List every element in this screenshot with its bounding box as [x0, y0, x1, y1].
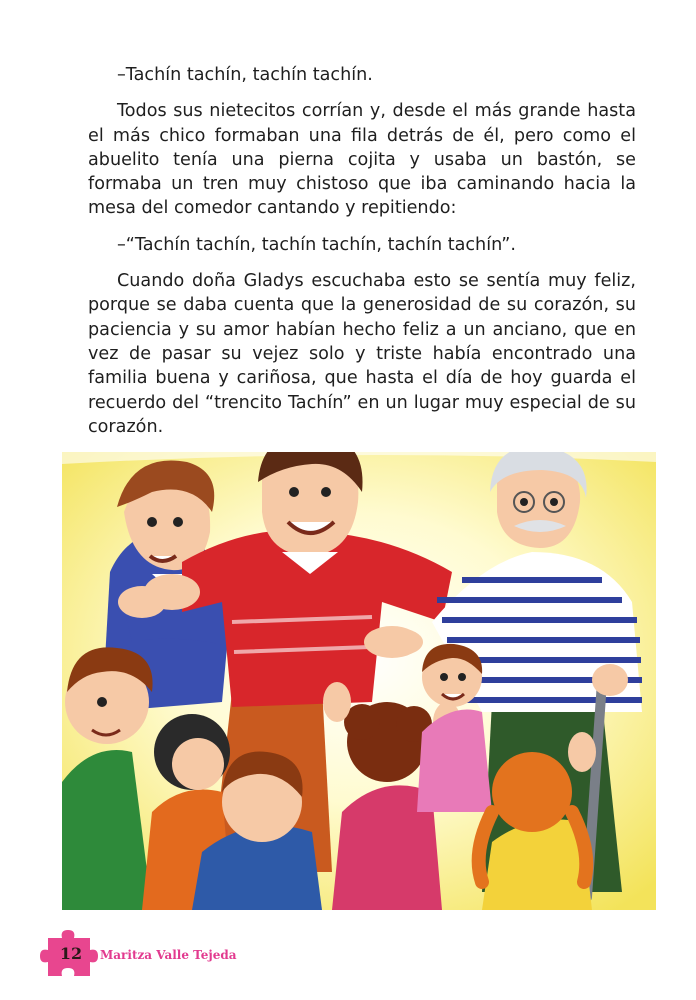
- story-text: [88, 63, 636, 451]
- page-footer: [38, 930, 338, 980]
- illustration-artwork: [62, 452, 656, 910]
- story-paragraph: –“Tachín tachín, tachín tachín, tachín tachín”.: [117, 234, 516, 255]
- page-number: 12: [59, 944, 83, 963]
- story-paragraph: Todos sus nietecitos corrían y, desde el más grande hasta el más chico formaban una fila detrás de él, pero como el abuelito tenía una pierna cojita y usaba un bastón, se formaba un tren muy chistoso que iba caminando hacia la mesa del comedor cantando y repitiendo:: [88, 101, 636, 219]
- story-paragraph: –Tachín tachín, tachín tachín.: [117, 65, 373, 85]
- story-paragraph: Cuando doña Gladys escuchaba esto se sentía muy feliz, porque se daba cuenta que la generosidad de su corazón, su paciencia y su amor habían hecho feliz a un anciano, que en vez de pasar su vejez solo y triste había encontrado una familia buena y cariñosa, que hasta el día de hoy guarda el recuerdo del “trencito Tachín” en un lugar muy especial de su corazón.: [88, 271, 636, 437]
- family-greeting-illustration: [62, 452, 656, 910]
- author-name: Maritza Valle Tejeda: [100, 948, 237, 962]
